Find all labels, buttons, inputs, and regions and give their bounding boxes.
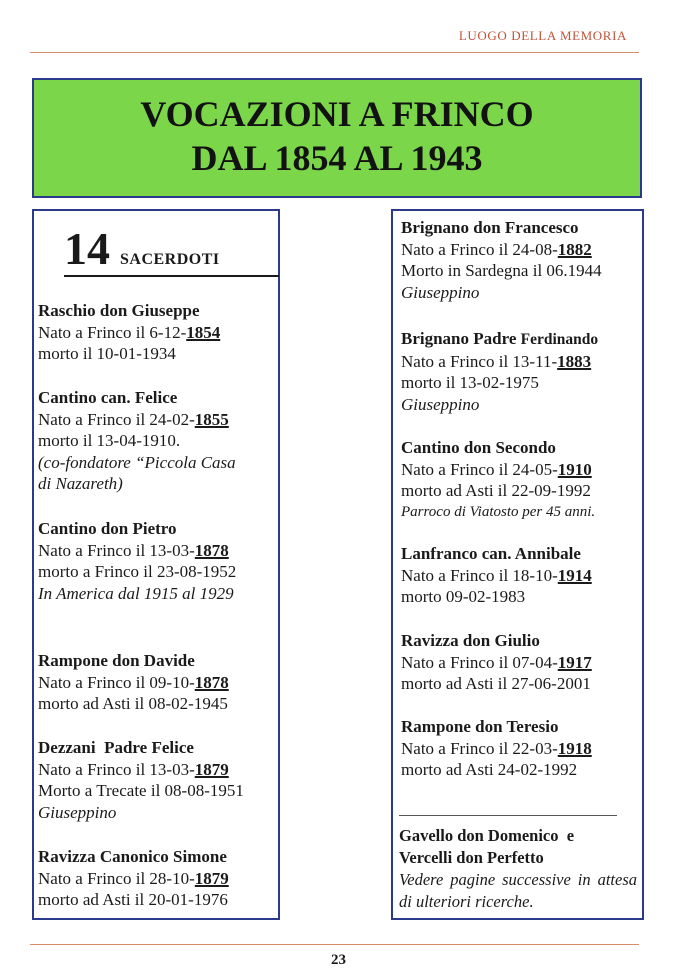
entry-died: morto il 13-02-1975: [401, 373, 539, 392]
entry-name: Brignano Padre Ferdinando: [401, 329, 599, 348]
entry-note: In America dal 1915 al 1929: [38, 583, 234, 603]
birth-year: 1917: [557, 652, 592, 672]
entry-name: Rampone don Davide: [38, 651, 195, 670]
entry-raschio-giuseppe: [38, 300, 220, 365]
pending-name-1: Gavello don Domenico e: [399, 826, 575, 845]
entry-born: Nato a Frinco il 24-08-1882: [401, 239, 592, 259]
birth-year: 1879: [194, 759, 229, 779]
left-column: [32, 209, 280, 920]
section-divider: [399, 815, 617, 816]
entry-name: Cantino can. Felice: [38, 388, 178, 407]
entry-died: morto ad Asti il 22-09-1992: [401, 481, 591, 500]
entry-rampone-teresio: [401, 716, 592, 781]
entry-born: Nato a Frinco il 28-10-1879: [38, 868, 229, 888]
pending-note: Vedere pagine successive in attesa di ulteriori ricerche.: [399, 870, 637, 911]
entry-born: Nato a Frinco il 24-05-1910: [401, 459, 592, 479]
entry-born: Nato a Frinco il 07-04-1917: [401, 652, 592, 672]
entry-name: Cantino don Secondo: [401, 438, 556, 457]
entry-name: Ravizza Canonico Simone: [38, 847, 227, 866]
entry-died: morto il 13-04-1910.: [38, 431, 181, 450]
entry-note: (co-fondatore “Piccola Casa: [38, 452, 236, 472]
entry-name: Rampone don Teresio: [401, 717, 559, 736]
pending-research-block: [399, 825, 637, 913]
entry-cantino-felice: [38, 387, 236, 495]
priest-count-block: [64, 221, 220, 277]
entry-name: Ravizza don Giulio: [401, 631, 540, 650]
birth-year: 1883: [557, 351, 592, 371]
count-underline: [64, 275, 279, 277]
entry-born: Nato a Frinco il 6-12-1854: [38, 322, 221, 342]
entry-died: Morto a Trecate il 08-08-1951: [38, 781, 244, 800]
entry-died: morto ad Asti il 27-06-2001: [401, 674, 591, 693]
entry-dezzani-felice: [38, 737, 244, 823]
entry-born: Nato a Frinco il 13-03-1879: [38, 759, 229, 779]
entry-ravizza-giulio: [401, 630, 592, 695]
page-number: 23: [331, 952, 346, 968]
birth-year: 1854: [186, 322, 221, 342]
entry-cantino-pietro: [38, 518, 236, 604]
entry-note: Giuseppino: [401, 282, 480, 302]
entry-note: Giuseppino: [38, 802, 117, 822]
running-head: LUOGO DELLA MEMORIA: [458, 28, 627, 43]
birth-year: 1855: [194, 409, 229, 429]
entry-name: Raschio don Giuseppe: [38, 301, 200, 320]
entry-brignano-francesco: [401, 217, 602, 303]
right-column: [391, 209, 644, 920]
birth-year: 1910: [557, 459, 592, 479]
birth-year: 1879: [194, 868, 229, 888]
entry-born: Nato a Frinco il 09-10-1878: [38, 672, 229, 692]
entry-cantino-secondo: [401, 437, 595, 523]
entry-died: Morto in Sardegna il 06.1944: [401, 261, 602, 280]
entry-name: Brignano don Francesco: [401, 218, 579, 237]
entry-lanfranco-annibale: [401, 543, 592, 608]
entry-died: morto il 10-01-1934: [38, 344, 176, 363]
entry-note: di Nazareth): [38, 474, 123, 493]
entry-name: Dezzani Padre Felice: [38, 738, 194, 757]
entry-rampone-davide: [38, 650, 229, 715]
entry-brignano-ferdinando: [401, 328, 598, 415]
birth-year: 1918: [557, 738, 592, 758]
title-line-1: VOCAZIONI A FRINCO: [140, 94, 534, 134]
top-rule: [30, 52, 639, 53]
entry-died: morto ad Asti il 08-02-1945: [38, 694, 228, 713]
birth-year: 1914: [557, 565, 592, 585]
entry-died: morto ad Asti 24-02-1992: [401, 760, 578, 779]
entry-born: Nato a Frinco il 24-02-1855: [38, 409, 229, 429]
entry-ravizza-simone: [38, 846, 229, 911]
entry-born: Nato a Frinco il 13-03-1878: [38, 540, 229, 560]
priest-count: 14: [64, 223, 110, 274]
entry-note: Giuseppino: [401, 394, 480, 414]
bottom-rule: [30, 944, 639, 945]
entry-born: Nato a Frinco il 18-10-1914: [401, 565, 592, 585]
entry-born: Nato a Frinco il 22-03-1918: [401, 738, 592, 758]
title-line-2: DAL 1854 AL 1943: [191, 138, 483, 178]
entry-name: Lanfranco can. Annibale: [401, 544, 581, 563]
entry-name: Cantino don Pietro: [38, 519, 177, 538]
birth-year: 1882: [557, 239, 592, 259]
entry-born: Nato a Frinco il 13-11-1883: [401, 351, 592, 371]
birth-year: 1878: [194, 672, 229, 692]
pending-name-2: Vercelli don Perfetto: [399, 848, 544, 867]
title-box: [32, 78, 642, 198]
birth-year: 1878: [194, 540, 229, 560]
entry-died: morto 09-02-1983: [401, 587, 526, 606]
entry-died: morto ad Asti il 20-01-1976: [38, 890, 228, 909]
entry-note: Parroco di Viatosto per 45 anni.: [401, 503, 596, 520]
priest-count-label: SACERDOTI: [120, 251, 220, 268]
entry-died: morto a Frinco il 23-08-1952: [38, 562, 237, 581]
